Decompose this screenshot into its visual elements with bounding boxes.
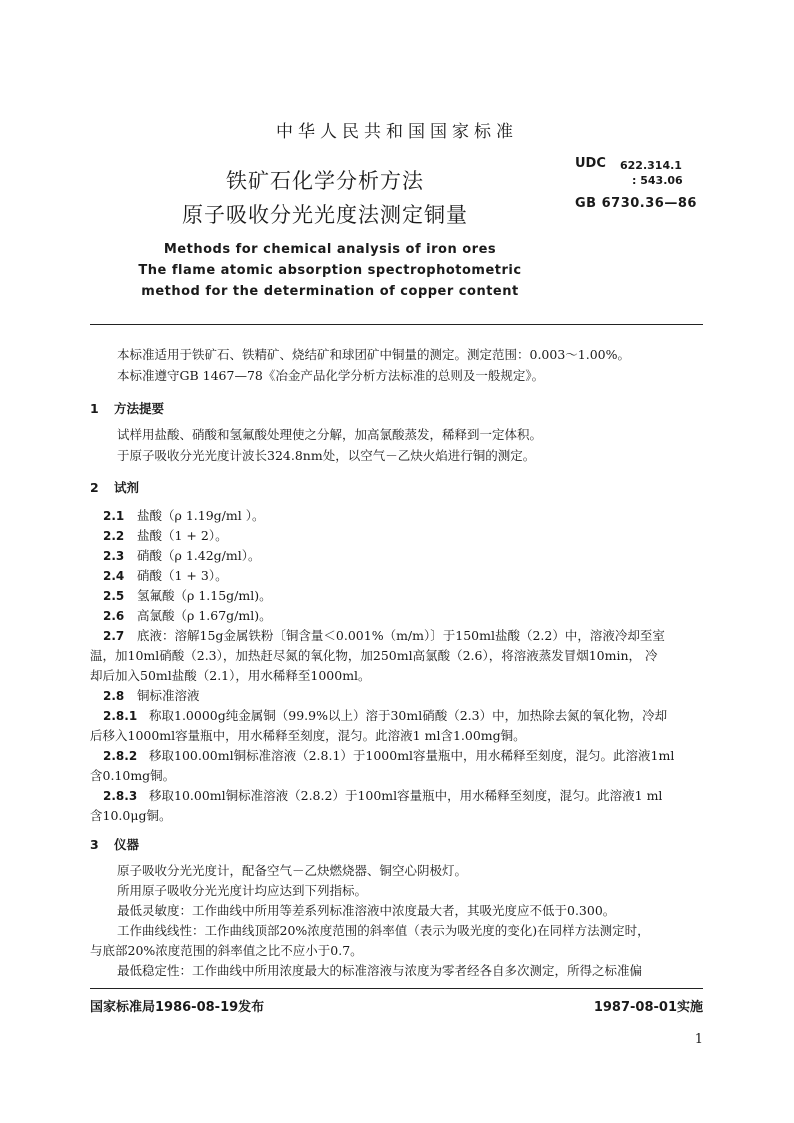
effective-date: 1987-08-01实施: [593, 1000, 703, 1015]
reagent-2-8-3-number: 2.8.3: [103, 789, 138, 803]
reagent-2-8-heading: [103, 686, 200, 704]
reagent-number: 2.3: [103, 549, 125, 563]
reagent-2-8-number: 2.8: [103, 689, 125, 703]
udc-code-1: [620, 158, 682, 173]
section-2-heading: [90, 478, 139, 496]
reagent-2-8-3-line-2: 含10.0μg铜。: [90, 808, 172, 823]
reagent-2-8-1-line-2: 后移入1000ml容量瓶中，用水稀释至刻度，混匀。此溶液1 ml含1.00mg铜。: [90, 728, 526, 743]
reagent-2-8-1-line-1: 称取1.0000g纯金属铜（99.9%以上）溶于30ml硝酸（2.3）中，加热除去氮的氧化物，冷却: [149, 708, 668, 723]
udc-code-1-text: 622.314.1: [620, 159, 682, 172]
reagent-item: [103, 586, 272, 604]
reagent-text: 高氯酸（ρ 1.67g/ml)。: [137, 608, 272, 623]
reagent-2-7-line-1: 底液：溶解15g金属铁粉〔铜含量＜0.001%（m/m）〕于150ml盐酸（2.2）中，溶液冷却至室: [137, 628, 665, 643]
english-title-line-1: Methods for chemical analysis of iron ores: [163, 242, 497, 257]
section-3-paragraph-4-line-1: 工作曲线线性：工作曲线顶部20%浓度范围的斜率值（表示为吸光度的变化)在同样方法测定时，: [117, 923, 650, 938]
section-3-heading: [90, 835, 139, 853]
reagent-2-8-title: 铜标准溶液: [137, 688, 200, 703]
reagent-2-8-3-block: [90, 786, 703, 826]
reagent-2-8-1-number: 2.8.1: [103, 709, 138, 723]
issue-date: 国家标准局1986-08-19发布: [90, 1000, 265, 1015]
section-3-paragraph-1: 原子吸收分光光度计，配备空气－乙炔燃烧器、铜空心阴极灯。: [117, 863, 468, 878]
section-3-paragraph-2: 所用原子吸收分光光度计均应达到下列指标。: [117, 883, 368, 898]
section-1-number: 1: [90, 401, 99, 416]
reagent-item: [103, 606, 272, 624]
reagent-2-8-2-line-2: 含0.10mg铜。: [90, 768, 176, 783]
section-3-paragraph-5: 最低稳定性：工作曲线中所用浓度最大的标准溶液与浓度为零者经各自多次测定，所得之标准偏: [117, 963, 643, 978]
reagent-number: 2.6: [103, 609, 125, 623]
reagent-number: 2.4: [103, 569, 125, 583]
section-1-title: 方法提要: [114, 401, 165, 416]
chinese-title-line-2: 原子吸收分光光度法测定铜量: [182, 203, 468, 227]
issuing-country-header: 中华人民共和国国家标准: [276, 122, 518, 142]
udc-code-2-text: : 543.06: [632, 174, 683, 187]
compliance-paragraph: 本标准遵守GB 1467—78《冶金产品化学分析方法标准的总则及一般规定》。: [117, 368, 545, 383]
gb-standard-number: GB 6730.36—86: [575, 196, 697, 211]
english-title-line-2: The flame atomic absorption spectrophotometric: [138, 263, 522, 278]
section-3-paragraph-4: [90, 921, 703, 961]
reagent-text: 硝酸（ρ 1.42g/ml）。: [137, 548, 261, 563]
header-divider: [90, 324, 703, 325]
section-3-title: 仪器: [114, 837, 140, 852]
reagent-text: 盐酸（1 + 2）。: [137, 528, 228, 543]
section-1-paragraph-1: 试样用盐酸、硝酸和氢氟酸处理使之分解，加高氯酸蒸发，稀释到一定体积。: [117, 427, 543, 442]
reagent-number: 2.1: [103, 509, 125, 523]
reagent-2-7-line-2: 温，加10ml硝酸（2.3），加热赶尽氮的氧化物，加250ml高氯酸（2.6），将溶液蒸发冒烟10min， 冷: [90, 648, 658, 663]
section-2-title: 试剂: [114, 480, 140, 495]
reagent-2-7-line-3: 却后加入50ml盐酸（2.1），用水稀释至1000ml。: [90, 668, 371, 683]
english-title-line-3: method for the determination of copper content: [141, 284, 519, 299]
section-3-number: 3: [90, 837, 99, 852]
reagent-text: 盐酸（ρ 1.19g/ml ）。: [137, 508, 265, 523]
reagent-text: 氢氟酸（ρ 1.15g/ml)。: [137, 588, 272, 603]
section-2-number: 2: [90, 480, 99, 495]
reagent-2-8-2-line-1: 移取100.00ml铜标准溶液（2.8.1）于1000ml容量瓶中，用水稀释至刻度，混匀。此溶液1ml: [149, 748, 675, 763]
chinese-title-line-1: 铁矿石化学分析方法: [226, 169, 424, 193]
reagent-2-7-block: [90, 626, 703, 686]
reagent-item: [103, 506, 264, 524]
reagent-2-8-1-block: [90, 706, 703, 746]
section-3-paragraph-4-line-2: 与底部20%浓度范围的斜率值之比不应小于0.7。: [90, 943, 363, 958]
reagent-item: [103, 526, 228, 544]
reagent-number: 2.5: [103, 589, 125, 603]
page-number: 1: [694, 1032, 703, 1047]
reagent-text: 硝酸（1 + 3）。: [137, 568, 228, 583]
reagent-item: [103, 566, 228, 584]
footer-divider: [90, 988, 703, 989]
reagent-number: 2.2: [103, 529, 125, 543]
reagent-2-7-number: 2.7: [103, 629, 125, 643]
reagent-2-8-2-block: [90, 746, 703, 786]
udc-label: UDC: [575, 156, 606, 171]
section-1-paragraph-2: 于原子吸收分光光度计波长324.8nm处，以空气－乙炔火焰进行铜的测定。: [117, 448, 536, 463]
reagent-item: [103, 546, 260, 564]
section-3-paragraph-3: 最低灵敏度：工作曲线中所用等差系列标准溶液中浓度最大者，其吸光度应不低于0.300。: [117, 903, 616, 918]
reagent-2-8-2-number: 2.8.2: [103, 749, 138, 763]
reagent-2-8-3-line-1: 移取10.00ml铜标准溶液（2.8.2）于100ml容量瓶中，用水稀释至刻度，混匀。此溶液1 ml: [149, 788, 663, 803]
scope-paragraph: 本标准适用于铁矿石、铁精矿、烧结矿和球团矿中铜量的测定。测定范围：0.003～1.00%。: [117, 347, 630, 362]
section-1-heading: [90, 399, 164, 417]
udc-code-2: [632, 173, 683, 188]
